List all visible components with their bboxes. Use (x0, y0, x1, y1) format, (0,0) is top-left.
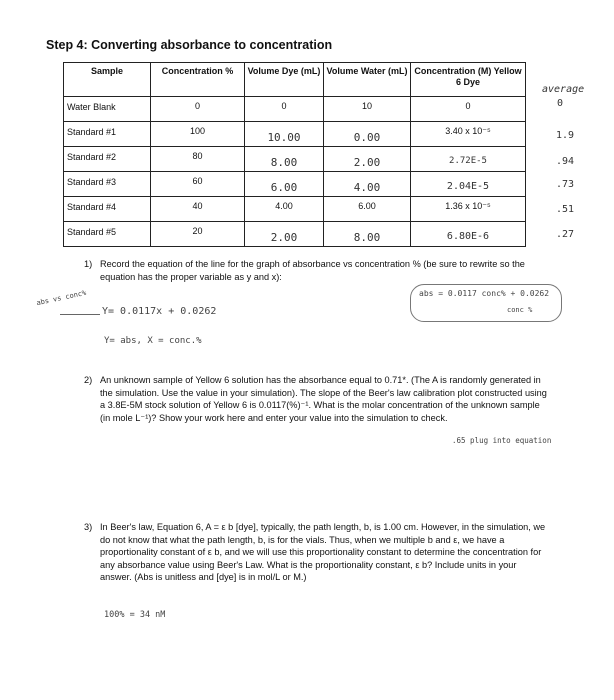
header-volume-dye: Volume Dye (mL) (245, 63, 324, 97)
question-3 (84, 521, 548, 584)
cell-vol-dye: 6.00 (270, 181, 298, 194)
table-row (64, 172, 526, 197)
table-row (64, 147, 526, 172)
cell-sample: Water Blank (67, 102, 116, 112)
table-row (64, 197, 526, 222)
header-sample: Sample (64, 63, 151, 97)
average-value: 0 (557, 98, 564, 109)
table-header-row (64, 63, 526, 97)
question-2 (84, 374, 548, 424)
cell-vol-water: 2.00 (353, 156, 381, 169)
cell-sample: Standard #3 (67, 177, 117, 187)
work-note: .65 plug into equation (452, 436, 552, 445)
data-table (63, 62, 526, 247)
cell-conc-m: 0 (465, 101, 471, 111)
table-row (64, 222, 526, 247)
cell-conc-m: 2.04E-5 (446, 181, 490, 192)
cell-conc-pct: 20 (192, 226, 203, 236)
cell-vol-water: 0.00 (353, 131, 381, 144)
average-value: 1.9 (556, 130, 575, 141)
cell-conc-m: 3.40 x 10⁻⁵ (445, 126, 491, 136)
average-value: .51 (556, 204, 575, 215)
header-concentration-m: Concentration (M) Yellow 6 Dye (411, 63, 526, 97)
cell-conc-pct: 40 (192, 201, 203, 211)
table-row (64, 97, 526, 122)
cell-vol-dye: 8.00 (270, 156, 298, 169)
header-volume-water: Volume Water (mL) (324, 63, 411, 97)
question-number: 2) (84, 375, 93, 385)
header-concentration-pct: Concentration % (151, 63, 245, 97)
cell-conc-pct: 0 (194, 101, 200, 111)
equation-answer: Y= 0.0117x + 0.0262 (102, 306, 217, 317)
cell-vol-water: 6.00 (358, 201, 376, 211)
cell-conc-m: 6.80E-6 (446, 231, 490, 242)
cell-conc-m: 2.72E-5 (449, 156, 487, 166)
question-number: 3) (84, 522, 93, 532)
cell-conc-pct: 100 (189, 126, 206, 136)
page-title: Step 4: Converting absorbance to concentration (46, 38, 333, 52)
cell-vol-dye: 0 (281, 101, 287, 111)
equation-box-line: conc % (507, 306, 533, 314)
question-text: In Beer's law, Equation 6, A = ε b [dye], typically, the path length, b, is 1.00 cm. However, in the simulation, we do not know that what the path length, b, is for the vials. Thus, when we multiple b and ε, we have a proportionality constant of ε b, and we will use this proportionality constant to determine the concentration for any absorbance value using Beer's Law. What is the proportionality constant, ε b? Include units in your answer. (Abs is unitless and [dye] is in mol/L or M.) (100, 522, 546, 582)
average-value: .73 (556, 179, 575, 190)
cell-conc-m: 1.36 x 10⁻⁵ (445, 201, 491, 211)
average-value: .94 (556, 156, 575, 167)
cell-sample: Standard #1 (67, 127, 117, 137)
margin-note: abs vs conc% (35, 288, 87, 308)
cell-vol-dye: 10.00 (267, 131, 301, 144)
variable-definition: Y= abs, X = conc.% (104, 336, 202, 346)
table-row (64, 122, 526, 147)
cell-sample: Standard #4 (67, 202, 117, 212)
cell-vol-water: 8.00 (353, 231, 381, 244)
cell-vol-dye: 2.00 (270, 231, 298, 244)
answer-note: 100% = 34 nM (104, 610, 166, 620)
question-text: An unknown sample of Yellow 6 solution has the absorbance equal to 0.71*. (The A is randomly generated in the simulation. Use the value in your simulation). The slope of the Beer's law calibration plot constructed using a 3.8E-5M stock solution of Yellow 6 is 0.0117(%)⁻¹. What is the molar concentration of the unknown sample (in mole L⁻¹)? Show your work here and enter your value into the simulation to check. (100, 375, 547, 423)
equation-box-line: abs = 0.0117 conc% + 0.0262 (419, 289, 550, 298)
question-1 (84, 258, 560, 283)
cell-vol-water: 4.00 (353, 181, 381, 194)
cell-vol-dye: 4.00 (275, 201, 293, 211)
question-number: 1) (84, 259, 93, 269)
cell-sample: Standard #2 (67, 152, 117, 162)
cell-vol-water: 10 (361, 101, 372, 111)
cell-sample: Standard #5 (67, 227, 117, 237)
average-value: .27 (556, 229, 575, 240)
average-label: average (542, 84, 585, 95)
question-text: Record the equation of the line for the graph of absorbance vs concentration % (be sure to rewrite so the equation has the proper variable as y and x): (100, 259, 525, 282)
cell-conc-pct: 60 (192, 176, 203, 186)
divider (60, 314, 100, 315)
cell-conc-pct: 80 (192, 151, 203, 161)
equation-box (410, 284, 562, 322)
